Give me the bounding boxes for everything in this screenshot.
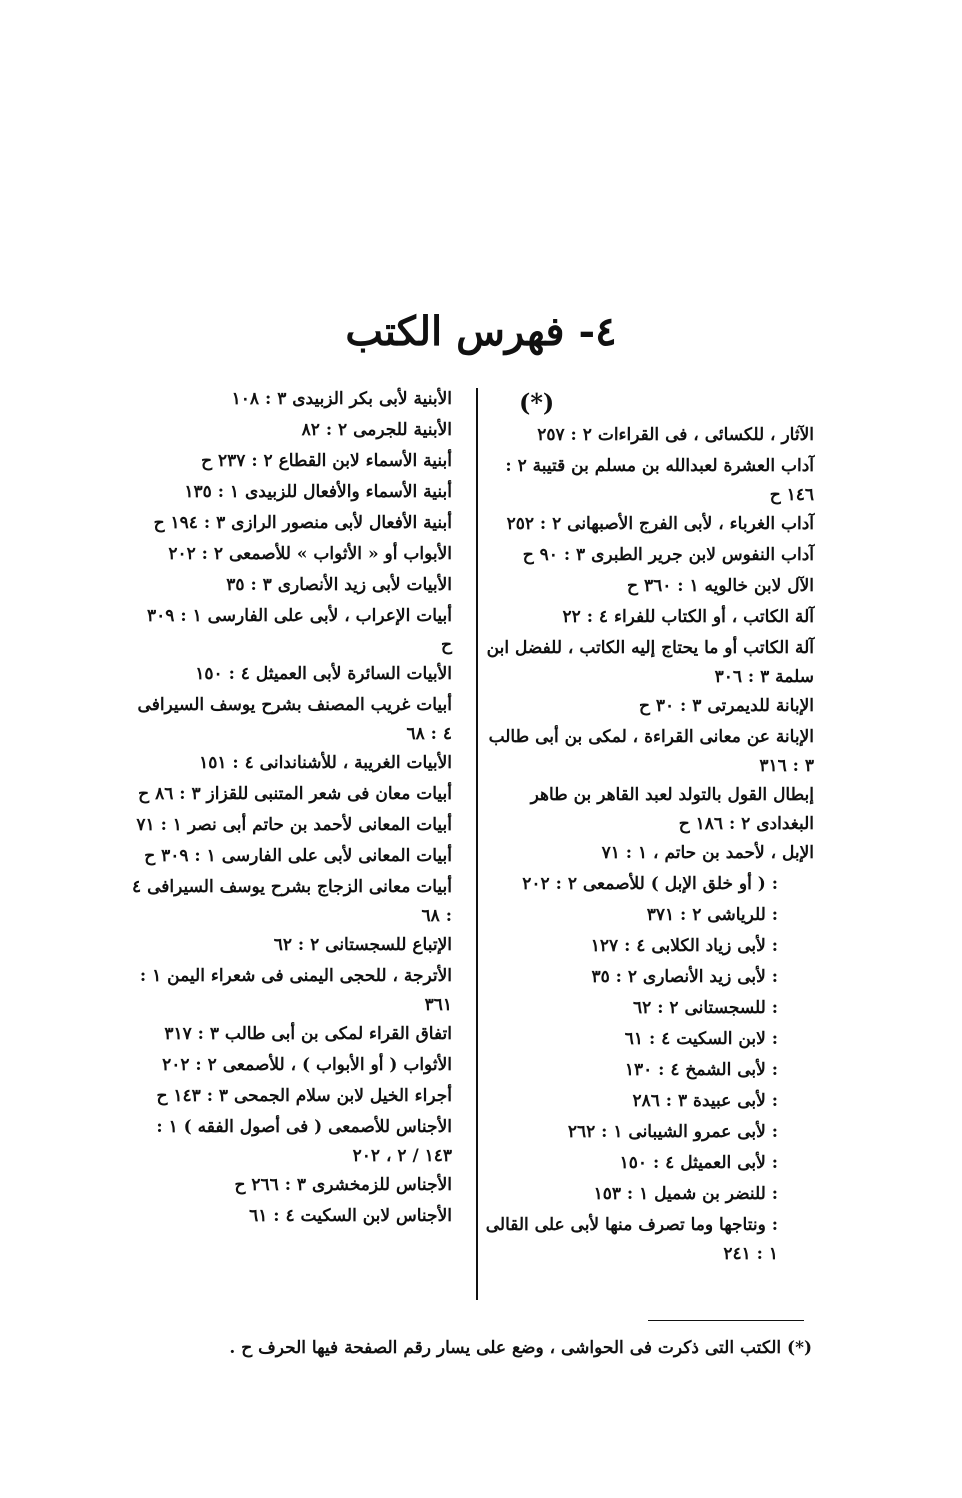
index-sub-entry: : لأبى الشمخ ٤ : ١٣٠ xyxy=(624,1060,778,1080)
index-sub-entry: : ونتاجها وما تصرف منها لأبى على القالى ١ : ٢٤١ xyxy=(485,1215,778,1264)
index-entry: الآثار ، للكسائى ، فى القراءات ٢ : ٢٥٧ xyxy=(537,425,814,445)
index-entry: الأترجة ، للحجى اليمنى فى شعراء اليمن ١ : ٣٦١ xyxy=(139,966,452,1015)
index-entry: أبنية الأفعال لأبى منصور الرازى ٣ : ١٩٤ ح xyxy=(153,513,452,533)
index-entry: أجراء الخيل لابن سلام الجمحى ٣ : ١٤٣ ح xyxy=(156,1086,452,1106)
index-entry: أبيات المعانى لأحمد بن حاتم أبى نصر ١ : ٧١ xyxy=(136,815,452,835)
index-entry: الأبيات لأبى زيد الأنصارى ٣ : ٣٥ xyxy=(226,575,452,595)
index-entry: الأجناس للأصمعى ( فى أصول الفقه ) ١ : ١٤٣ / ٢ ، ٢٠٢ xyxy=(156,1117,452,1166)
index-entry: الأبنية لأبى بكر الزبيدى ٣ : ١٠٨ xyxy=(231,389,452,409)
index-column-left xyxy=(132,385,452,1233)
footnote-rule xyxy=(648,1320,804,1321)
index-sub-entry: : لابن السكيت ٤ : ٦١ xyxy=(624,1029,778,1049)
index-sub-entry: : لأبى عمرو الشيبانى ١ : ٢٦٢ xyxy=(567,1122,778,1142)
index-sub-entry: : للنضر بن شميل ١ : ١٥٣ xyxy=(593,1184,778,1204)
index-entry: الأبيات الغريبة ، للأشناندانى ٤ : ١٥١ xyxy=(199,753,452,773)
index-entry: آداب العشرة لعبدالله بن مسلم بن قتيبة ٢ : ١٤٦ ح xyxy=(505,456,814,505)
index-entry: آداب النفوس لابن جرير الطبرى ٣ : ٩٠ ح xyxy=(522,545,814,565)
index-entry: الآل لابن خالويه ١ : ٣٦٠ ح xyxy=(627,576,814,596)
index-entry: الأجناس لابن السكيت ٤ : ٦١ xyxy=(249,1206,452,1226)
index-entry: اتفاق القراء لمكى بن أبى طالب ٣ : ٣١٧ xyxy=(164,1024,452,1044)
index-entry: أبنية الأسماء لابن القطاع ٢ : ٢٣٧ ح xyxy=(201,451,452,471)
index-sub-entry: : للسجستانى ٢ : ٦٢ xyxy=(633,998,778,1018)
index-sub-entry: : لأبى زيد الأنصارى ٢ : ٣٥ xyxy=(591,967,778,987)
index-entry: الأثواب ( أو الأبواب ) ، للأصمعى ٢ : ٢٠٢ xyxy=(162,1055,452,1075)
index-entry: الأبيات السائرة لأبى العميثل ٤ : ١٥٠ xyxy=(195,664,452,684)
index-entry: الإبل ، لأحمد بن حاتم ، ١ : ٧١ xyxy=(601,843,814,863)
index-sub-entry: : ( أو خلق الإبل ) للأصمعى ٢ : ٢٠٢ xyxy=(522,874,778,894)
index-entry: الإبانة للديمرتى ٣ : ٣٠ ح xyxy=(638,696,814,716)
index-entry: أبيات معانى الزجاج بشرح يوسف السيرافى ٤ : ٦٨ xyxy=(132,877,452,926)
index-entry: الأبواب أو « الأثواب » للأصمعى ٢ : ٢٠٢ xyxy=(168,544,452,564)
index-entry: الإتباع للسجستانى ٢ : ٦٢ xyxy=(273,935,452,955)
index-entry: أبيات غريب المصنف بشرح يوسف السيرافى ٤ : ٦٨ xyxy=(137,695,452,744)
index-entry: إبطال القول بالتولد لعبد القاهر بن طاهر البغدادى ٢ : ١٨٦ ح xyxy=(530,785,814,834)
index-sub-entry: : لأبى عبيدة ٣ : ٢٨٦ xyxy=(632,1091,778,1111)
page-title: ٤- فهرس الكتب xyxy=(345,308,617,355)
index-entry: الأجناس للزمخشرى ٣ : ٢٦٦ ح xyxy=(234,1175,452,1195)
index-sub-entry: : لأبى العميثل ٤ : ١٥٠ xyxy=(619,1153,778,1173)
index-entry: أبيات الإعراب ، لأبى على الفارسى ١ : ٣٠٩ ح xyxy=(147,606,452,655)
index-entry: أبيات المعانى لأبى على الفارسى ١ : ٣٠٩ ح xyxy=(144,846,452,866)
index-column-right xyxy=(479,385,814,1269)
column-divider xyxy=(476,388,478,1300)
index-entry: أبنية الأسماء والأفعال للزبيدى ١ : ١٣٥ xyxy=(184,482,452,502)
index-entry: الإبانة عن معانى القراءة ، لمكى بن أبى طالب ٣ : ٣١٦ xyxy=(488,727,814,776)
index-entry: أبيات معان فى شعر المتنبى للقزاز ٣ : ٨٦ ح xyxy=(138,784,452,804)
index-entry: آلة الكاتب أو ما يحتاج إليه الكاتب ، للفضل ابن سلمة ٣ : ٣٠٦ xyxy=(486,638,814,687)
footnote: (*) الكتب التى ذكرت فى الحواشى ، وضع على يسار رقم الصفحة فيها الحرف ح . xyxy=(229,1338,812,1358)
footnote-marker: (*) xyxy=(519,388,555,417)
index-sub-entry: : لأبى زياد الكلابى ٤ : ١٢٧ xyxy=(590,936,778,956)
index-entry: آلة الكاتب ، أو الكتاب للفراء ٤ : ٢٢ xyxy=(562,607,814,627)
index-sub-entry: : للرياشى ٢ : ٣٧١ xyxy=(646,905,778,925)
index-entry: آداب الغرباء ، لأبى الفرج الأصبهانى ٢ : ٢٥٢ xyxy=(506,514,814,534)
index-entry: الأبنية للجرمى ٢ : ٨٢ xyxy=(301,420,452,440)
